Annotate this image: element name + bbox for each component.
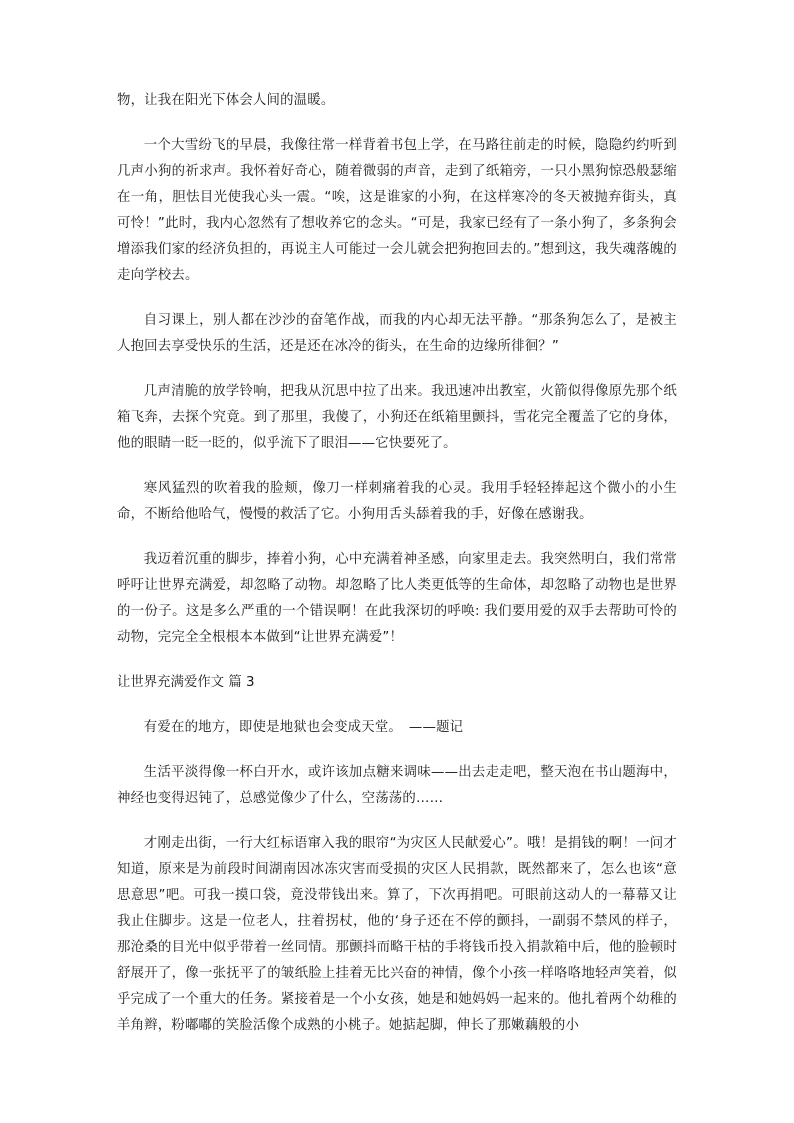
paragraph-7: 生活平淡得像一杯白开水，或许该加点糖来调味——出去走走吧，整天泡在书山题海中，神经也变得迟钝了，总感觉像少了什么，空荡荡的……	[117, 765, 677, 806]
paragraph-8: 才刚走出街，一行大红标语窜入我的眼帘“为灾区人民献爱心”。哦！是捐钱的啊！一问才知道，原来是为前段时间湖南因冰冻灾害而受损的灾区人民捐款，既然都来了，怎么也该“意思意思”吧。可我一摸口袋，竟没带钱出来。算了，下次再捐吧。可眼前这动人的一幕幕又让我止住脚步。这是一位老人，拄着拐杖，他的‘身子还在不停的颤抖，一副弱不禁风的样子，那沧桑的目光中似乎带着一丝同情。那颤抖而略干枯的手将钱币投入捐款箱中后，他的脸顿时舒展开了，像一张抚平了的皱纸脸上挂着无比兴奋的神情，像个小孩一样咯咯地轻声笑着，似乎完成了一个重大的任务。紧接着是一个小女孩，她是和她妈妈一起来的。他扎着两个幼稚的羊角辫，粉嘟嘟的笑脸活像个成熟的小桃子。她掂起脚，伸长了那嫩藕般的小	[117, 836, 677, 1033]
epigraph: 有爱在的地方，即使是地狱也会变成天堂。 ——题记	[143, 720, 464, 735]
paragraph-4: 几声清脆的放学铃响，把我从沉思中拉了出来。我迅速冲出教室，火箭似得像原先那个纸箱飞奔，去探个究竟。到了那里，我傻了，小狗还在纸箱里颤抖，雪花完全覆盖了它的身体，他的眼睛一眨一眨的，似乎流下了眼泪——它快要死了。	[117, 384, 677, 451]
paragraph-3: 自习课上，别人都在沙沙的奋笔作战，而我的内心却无法平静。“那条狗怎么了，是被主人抱回去享受快乐的生活，还是还在冰冷的街头，在生命的边缘所徘徊？”	[117, 313, 677, 354]
paragraph-2: 一个大雪纷飞的早晨，我像往常一样背着书包上学，在马路往前走的时候，隐隐约约听到几声小狗的祈求声。我怀着好奇心，随着微弱的声音，走到了纸箱旁，一只小黑狗惊恐般瑟缩在一角，胆怯目光使我心头一震。“唉，这是谁家的小狗，在这样寒冷的冬天被抛弃街头，真可怜！”此时，我内心忽然有了想收养它的念头。“可是，我家已经有了一条小狗了，多条狗会增添我们家的经济负担的，再说主人可能过一会儿就会把狗抱回去的。”想到这，我失魂落魄的走向学校去。	[117, 138, 677, 283]
paragraph-6: 我迈着沉重的脚步，捧着小狗，心中充满着神圣感，向家里走去。我突然明白，我们常常呼吁让世界充满爱，却忽略了动物。却忽略了比人类更低等的生命体，却忽略了动物也是世界的一份子。这是多么严重的一个错误啊！在此我深切的呼唤: 我们要用爱的双手去帮助可怜的动物，完完全全根根本本做到“让世界充满爱”！	[117, 552, 677, 645]
document-body	[117, 88, 677, 1058]
section-heading: 让世界充满爱作文 篇 3	[117, 675, 255, 690]
paragraph-5: 寒风猛烈的吹着我的脸颊，像刀一样刺痛着我的心灵。我用手轻轻捧起这个微小的小生命，不断给他哈气，慢慢的救活了它。小狗用舌头舔着我的手，好像在感谢我。	[117, 481, 677, 522]
paragraph-1: 物，让我在阳光下体会人间的温暖。	[117, 93, 335, 108]
